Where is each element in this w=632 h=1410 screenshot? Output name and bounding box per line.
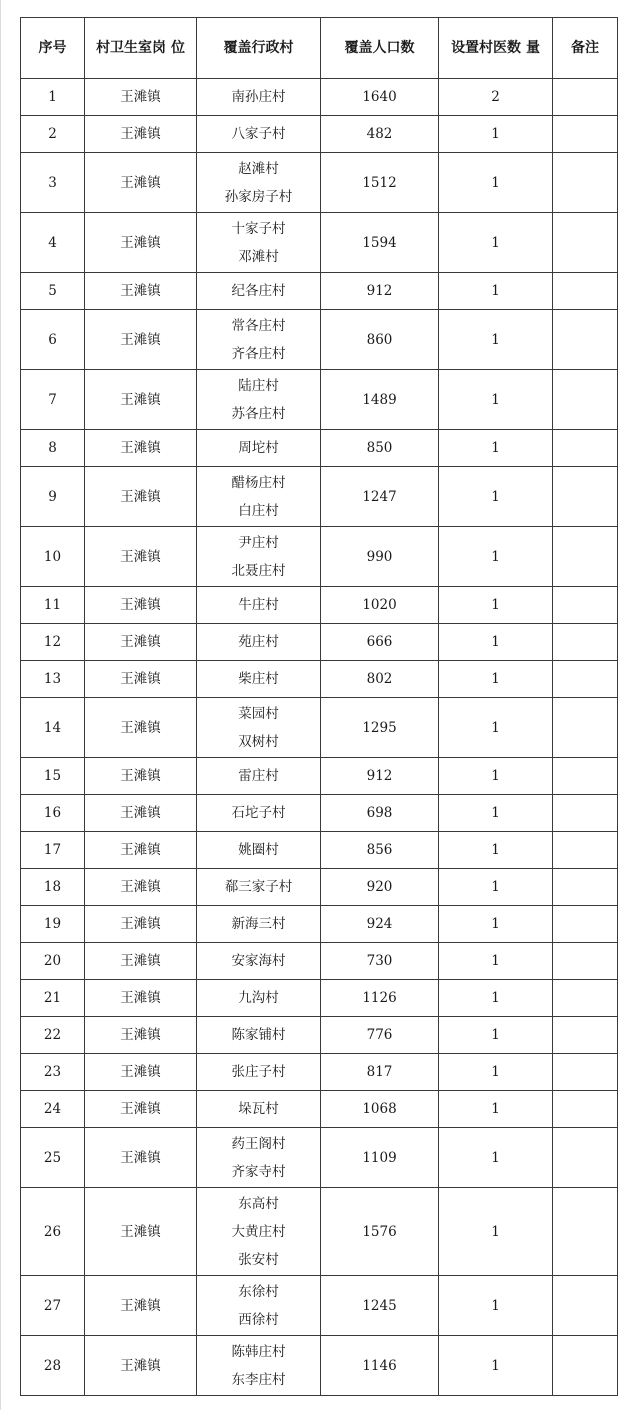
table-row — [21, 527, 618, 587]
cell-population: 1489 — [321, 370, 439, 430]
cell-population: 1245 — [321, 1276, 439, 1336]
cell-population: 698 — [321, 795, 439, 832]
cell-doctors: 1 — [439, 980, 553, 1017]
cell-no: 24 — [21, 1091, 85, 1128]
cell-doctors: 1 — [439, 527, 553, 587]
village-name: 北聂庄村 — [231, 562, 286, 579]
cell-population: 1295 — [321, 698, 439, 758]
table-row — [21, 661, 618, 698]
cell-doctors: 1 — [439, 906, 553, 943]
village-name: 南孙庄村 — [231, 89, 286, 105]
cell-post: 王滩镇 — [85, 869, 197, 906]
cell-villages — [197, 661, 321, 698]
cell-doctors: 1 — [439, 624, 553, 661]
cell-post: 王滩镇 — [85, 116, 197, 153]
village-name: 菜园村 — [238, 705, 279, 722]
cell-population: 912 — [321, 273, 439, 310]
cell-population: 850 — [321, 430, 439, 467]
cell-no: 13 — [21, 661, 85, 698]
cell-no: 15 — [21, 758, 85, 795]
cell-note — [553, 310, 618, 370]
table-row — [21, 795, 618, 832]
cell-doctors: 1 — [439, 1128, 553, 1188]
cell-population: 1512 — [321, 153, 439, 213]
cell-doctors: 1 — [439, 832, 553, 869]
cell-villages — [197, 943, 321, 980]
cell-no: 26 — [21, 1188, 85, 1276]
village-name: 陈家铺村 — [231, 1027, 286, 1043]
table-row — [21, 1336, 618, 1396]
village-name: 东徐村 — [238, 1283, 279, 1300]
cell-note — [553, 869, 618, 906]
cell-no: 23 — [21, 1054, 85, 1091]
cell-population: 1594 — [321, 213, 439, 273]
cell-population: 1126 — [321, 980, 439, 1017]
cell-post: 王滩镇 — [85, 310, 197, 370]
cell-post: 王滩镇 — [85, 1188, 197, 1276]
cell-villages — [197, 153, 321, 213]
village-name: 姚圈村 — [238, 842, 279, 858]
cell-post: 王滩镇 — [85, 587, 197, 624]
cell-no: 9 — [21, 467, 85, 527]
cell-doctors: 1 — [439, 943, 553, 980]
cell-note — [553, 430, 618, 467]
cell-population: 666 — [321, 624, 439, 661]
cell-villages — [197, 906, 321, 943]
cell-post: 王滩镇 — [85, 943, 197, 980]
cell-note — [553, 213, 618, 273]
cell-population: 1020 — [321, 587, 439, 624]
cell-note — [553, 758, 618, 795]
table-row — [21, 116, 618, 153]
cell-doctors: 1 — [439, 370, 553, 430]
cell-no: 7 — [21, 370, 85, 430]
village-name: 张安村 — [238, 1251, 279, 1268]
cell-population: 482 — [321, 116, 439, 153]
cell-post: 王滩镇 — [85, 980, 197, 1017]
village-name: 赵滩村 — [238, 160, 279, 177]
cell-post: 王滩镇 — [85, 153, 197, 213]
village-name: 苑庄村 — [238, 634, 279, 650]
cell-doctors: 2 — [439, 79, 553, 116]
village-name: 常各庄村 — [231, 317, 286, 334]
cell-villages — [197, 1276, 321, 1336]
cell-post: 王滩镇 — [85, 661, 197, 698]
cell-population: 1146 — [321, 1336, 439, 1396]
cell-doctors: 1 — [439, 153, 553, 213]
cell-no: 2 — [21, 116, 85, 153]
cell-villages — [197, 1017, 321, 1054]
cell-doctors: 1 — [439, 758, 553, 795]
table-row — [21, 906, 618, 943]
cell-note — [553, 1017, 618, 1054]
table-row — [21, 980, 618, 1017]
table-row — [21, 832, 618, 869]
cell-post: 王滩镇 — [85, 527, 197, 587]
cell-doctors: 1 — [439, 213, 553, 273]
cell-note — [553, 832, 618, 869]
cell-note — [553, 116, 618, 153]
table-row — [21, 1017, 618, 1054]
table-row — [21, 273, 618, 310]
cell-note — [553, 370, 618, 430]
cell-villages — [197, 213, 321, 273]
table-row — [21, 1188, 618, 1276]
cell-no: 25 — [21, 1128, 85, 1188]
village-name: 邓滩村 — [238, 248, 279, 265]
cell-post: 王滩镇 — [85, 698, 197, 758]
cell-villages — [197, 79, 321, 116]
cell-population: 817 — [321, 1054, 439, 1091]
cell-note — [553, 980, 618, 1017]
village-name: 东高村 — [238, 1195, 279, 1212]
cell-population: 990 — [321, 527, 439, 587]
cell-post: 王滩镇 — [85, 795, 197, 832]
cell-note — [553, 273, 618, 310]
table-row — [21, 310, 618, 370]
cell-post: 王滩镇 — [85, 1054, 197, 1091]
cell-population: 1576 — [321, 1188, 439, 1276]
cell-villages — [197, 1054, 321, 1091]
cell-doctors: 1 — [439, 430, 553, 467]
village-name: 大黄庄村 — [231, 1223, 286, 1240]
cell-post: 王滩镇 — [85, 1128, 197, 1188]
header-cell-post: 村卫生室岗 位 — [85, 18, 197, 79]
cell-note — [553, 698, 618, 758]
cell-note — [553, 1188, 618, 1276]
village-name: 新海三村 — [231, 916, 286, 932]
table-row — [21, 698, 618, 758]
cell-villages — [197, 869, 321, 906]
cell-doctors: 1 — [439, 467, 553, 527]
cell-villages — [197, 698, 321, 758]
village-name: 陈韩庄村 — [231, 1343, 286, 1360]
cell-villages — [197, 370, 321, 430]
cell-no: 5 — [21, 273, 85, 310]
header-cell-note: 备注 — [553, 18, 618, 79]
page-edge-line — [0, 0, 1, 1410]
header-cell-population: 覆盖人口数 — [321, 18, 439, 79]
cell-population: 856 — [321, 832, 439, 869]
cell-no: 14 — [21, 698, 85, 758]
village-clinic-table — [20, 17, 618, 1396]
table-row — [21, 1128, 618, 1188]
cell-no: 10 — [21, 527, 85, 587]
cell-doctors: 1 — [439, 1091, 553, 1128]
village-name: 安家海村 — [231, 953, 286, 969]
table-row — [21, 153, 618, 213]
cell-note — [553, 153, 618, 213]
cell-doctors: 1 — [439, 1017, 553, 1054]
header-cell-doctors: 设置村医数 量 — [439, 18, 553, 79]
village-name: 牛庄村 — [238, 597, 279, 613]
village-name: 九沟村 — [238, 990, 279, 1006]
village-name: 西徐村 — [238, 1311, 279, 1328]
cell-villages — [197, 795, 321, 832]
cell-population: 1068 — [321, 1091, 439, 1128]
cell-villages — [197, 310, 321, 370]
village-name: 纪各庄村 — [231, 283, 286, 299]
village-name: 齐各庄村 — [231, 345, 286, 362]
cell-no: 18 — [21, 869, 85, 906]
cell-doctors: 1 — [439, 310, 553, 370]
cell-no: 19 — [21, 906, 85, 943]
cell-doctors: 1 — [439, 587, 553, 624]
village-name: 雷庄村 — [238, 768, 279, 784]
cell-post: 王滩镇 — [85, 1091, 197, 1128]
cell-note — [553, 527, 618, 587]
cell-villages — [197, 1188, 321, 1276]
cell-population: 1109 — [321, 1128, 439, 1188]
village-name: 张庄子村 — [231, 1064, 286, 1080]
cell-note — [553, 1054, 618, 1091]
cell-population: 1640 — [321, 79, 439, 116]
cell-population: 776 — [321, 1017, 439, 1054]
cell-note — [553, 624, 618, 661]
cell-post: 王滩镇 — [85, 213, 197, 273]
cell-note — [553, 661, 618, 698]
cell-note — [553, 1091, 618, 1128]
cell-villages — [197, 832, 321, 869]
cell-villages — [197, 527, 321, 587]
cell-post: 王滩镇 — [85, 1276, 197, 1336]
cell-doctors: 1 — [439, 273, 553, 310]
cell-post: 王滩镇 — [85, 758, 197, 795]
village-name: 尹庄村 — [238, 534, 279, 551]
cell-post: 王滩镇 — [85, 370, 197, 430]
cell-note — [553, 1128, 618, 1188]
cell-doctors: 1 — [439, 1188, 553, 1276]
village-name: 孙家房子村 — [224, 188, 293, 205]
table-row — [21, 624, 618, 661]
village-name: 八家子村 — [231, 126, 286, 142]
cell-villages — [197, 758, 321, 795]
cell-note — [553, 1276, 618, 1336]
cell-villages — [197, 1336, 321, 1396]
cell-post: 王滩镇 — [85, 1336, 197, 1396]
cell-villages — [197, 1091, 321, 1128]
header-cell-no: 序号 — [21, 18, 85, 79]
cell-post: 王滩镇 — [85, 832, 197, 869]
cell-note — [553, 79, 618, 116]
table-row — [21, 1054, 618, 1091]
table-header-row — [21, 18, 618, 79]
cell-note — [553, 795, 618, 832]
table-row — [21, 1091, 618, 1128]
cell-no: 6 — [21, 310, 85, 370]
cell-doctors: 1 — [439, 698, 553, 758]
cell-villages — [197, 273, 321, 310]
cell-population: 920 — [321, 869, 439, 906]
cell-population: 924 — [321, 906, 439, 943]
cell-no: 28 — [21, 1336, 85, 1396]
cell-no: 8 — [21, 430, 85, 467]
cell-note — [553, 906, 618, 943]
village-name: 柴庄村 — [238, 671, 279, 687]
cell-note — [553, 587, 618, 624]
table-row — [21, 213, 618, 273]
village-name: 郗三家子村 — [224, 879, 293, 895]
table-body — [21, 79, 618, 1396]
cell-post: 王滩镇 — [85, 273, 197, 310]
cell-villages — [197, 587, 321, 624]
cell-no: 1 — [21, 79, 85, 116]
village-name: 周坨村 — [238, 440, 279, 456]
cell-no: 11 — [21, 587, 85, 624]
village-name: 东李庄村 — [231, 1371, 286, 1388]
cell-post: 王滩镇 — [85, 467, 197, 527]
cell-post: 王滩镇 — [85, 430, 197, 467]
cell-population: 802 — [321, 661, 439, 698]
cell-doctors: 1 — [439, 869, 553, 906]
cell-doctors: 1 — [439, 1336, 553, 1396]
village-name: 醋杨庄村 — [231, 474, 286, 491]
cell-post: 王滩镇 — [85, 79, 197, 116]
cell-no: 20 — [21, 943, 85, 980]
cell-population: 730 — [321, 943, 439, 980]
village-name: 齐家寺村 — [231, 1163, 286, 1180]
cell-note — [553, 1336, 618, 1396]
table-row — [21, 430, 618, 467]
cell-villages — [197, 624, 321, 661]
cell-post: 王滩镇 — [85, 1017, 197, 1054]
cell-villages — [197, 116, 321, 153]
table-row — [21, 869, 618, 906]
cell-no: 17 — [21, 832, 85, 869]
cell-post: 王滩镇 — [85, 906, 197, 943]
cell-population: 912 — [321, 758, 439, 795]
table-row — [21, 758, 618, 795]
village-name: 石坨子村 — [231, 805, 286, 821]
cell-doctors: 1 — [439, 116, 553, 153]
table-row — [21, 943, 618, 980]
cell-no: 22 — [21, 1017, 85, 1054]
cell-doctors: 1 — [439, 795, 553, 832]
cell-no: 4 — [21, 213, 85, 273]
cell-no: 16 — [21, 795, 85, 832]
table-row — [21, 79, 618, 116]
cell-population: 1247 — [321, 467, 439, 527]
village-name: 陆庄村 — [238, 377, 279, 394]
cell-note — [553, 943, 618, 980]
village-name: 双树村 — [238, 733, 279, 750]
village-name: 苏各庄村 — [231, 405, 286, 422]
village-name: 十家子村 — [231, 220, 286, 237]
cell-villages — [197, 980, 321, 1017]
cell-doctors: 1 — [439, 661, 553, 698]
cell-no: 27 — [21, 1276, 85, 1336]
cell-population: 860 — [321, 310, 439, 370]
cell-villages — [197, 1128, 321, 1188]
cell-no: 21 — [21, 980, 85, 1017]
table-row — [21, 1276, 618, 1336]
table-row — [21, 467, 618, 527]
table-row — [21, 587, 618, 624]
cell-doctors: 1 — [439, 1276, 553, 1336]
cell-villages — [197, 467, 321, 527]
cell-no: 12 — [21, 624, 85, 661]
cell-doctors: 1 — [439, 1054, 553, 1091]
cell-post: 王滩镇 — [85, 624, 197, 661]
table-row — [21, 370, 618, 430]
cell-villages — [197, 430, 321, 467]
header-cell-villages: 覆盖行政村 — [197, 18, 321, 79]
village-name: 药王阁村 — [231, 1135, 286, 1152]
village-name: 垛瓦村 — [238, 1101, 279, 1117]
cell-no: 3 — [21, 153, 85, 213]
village-name: 白庄村 — [238, 502, 279, 519]
cell-note — [553, 467, 618, 527]
